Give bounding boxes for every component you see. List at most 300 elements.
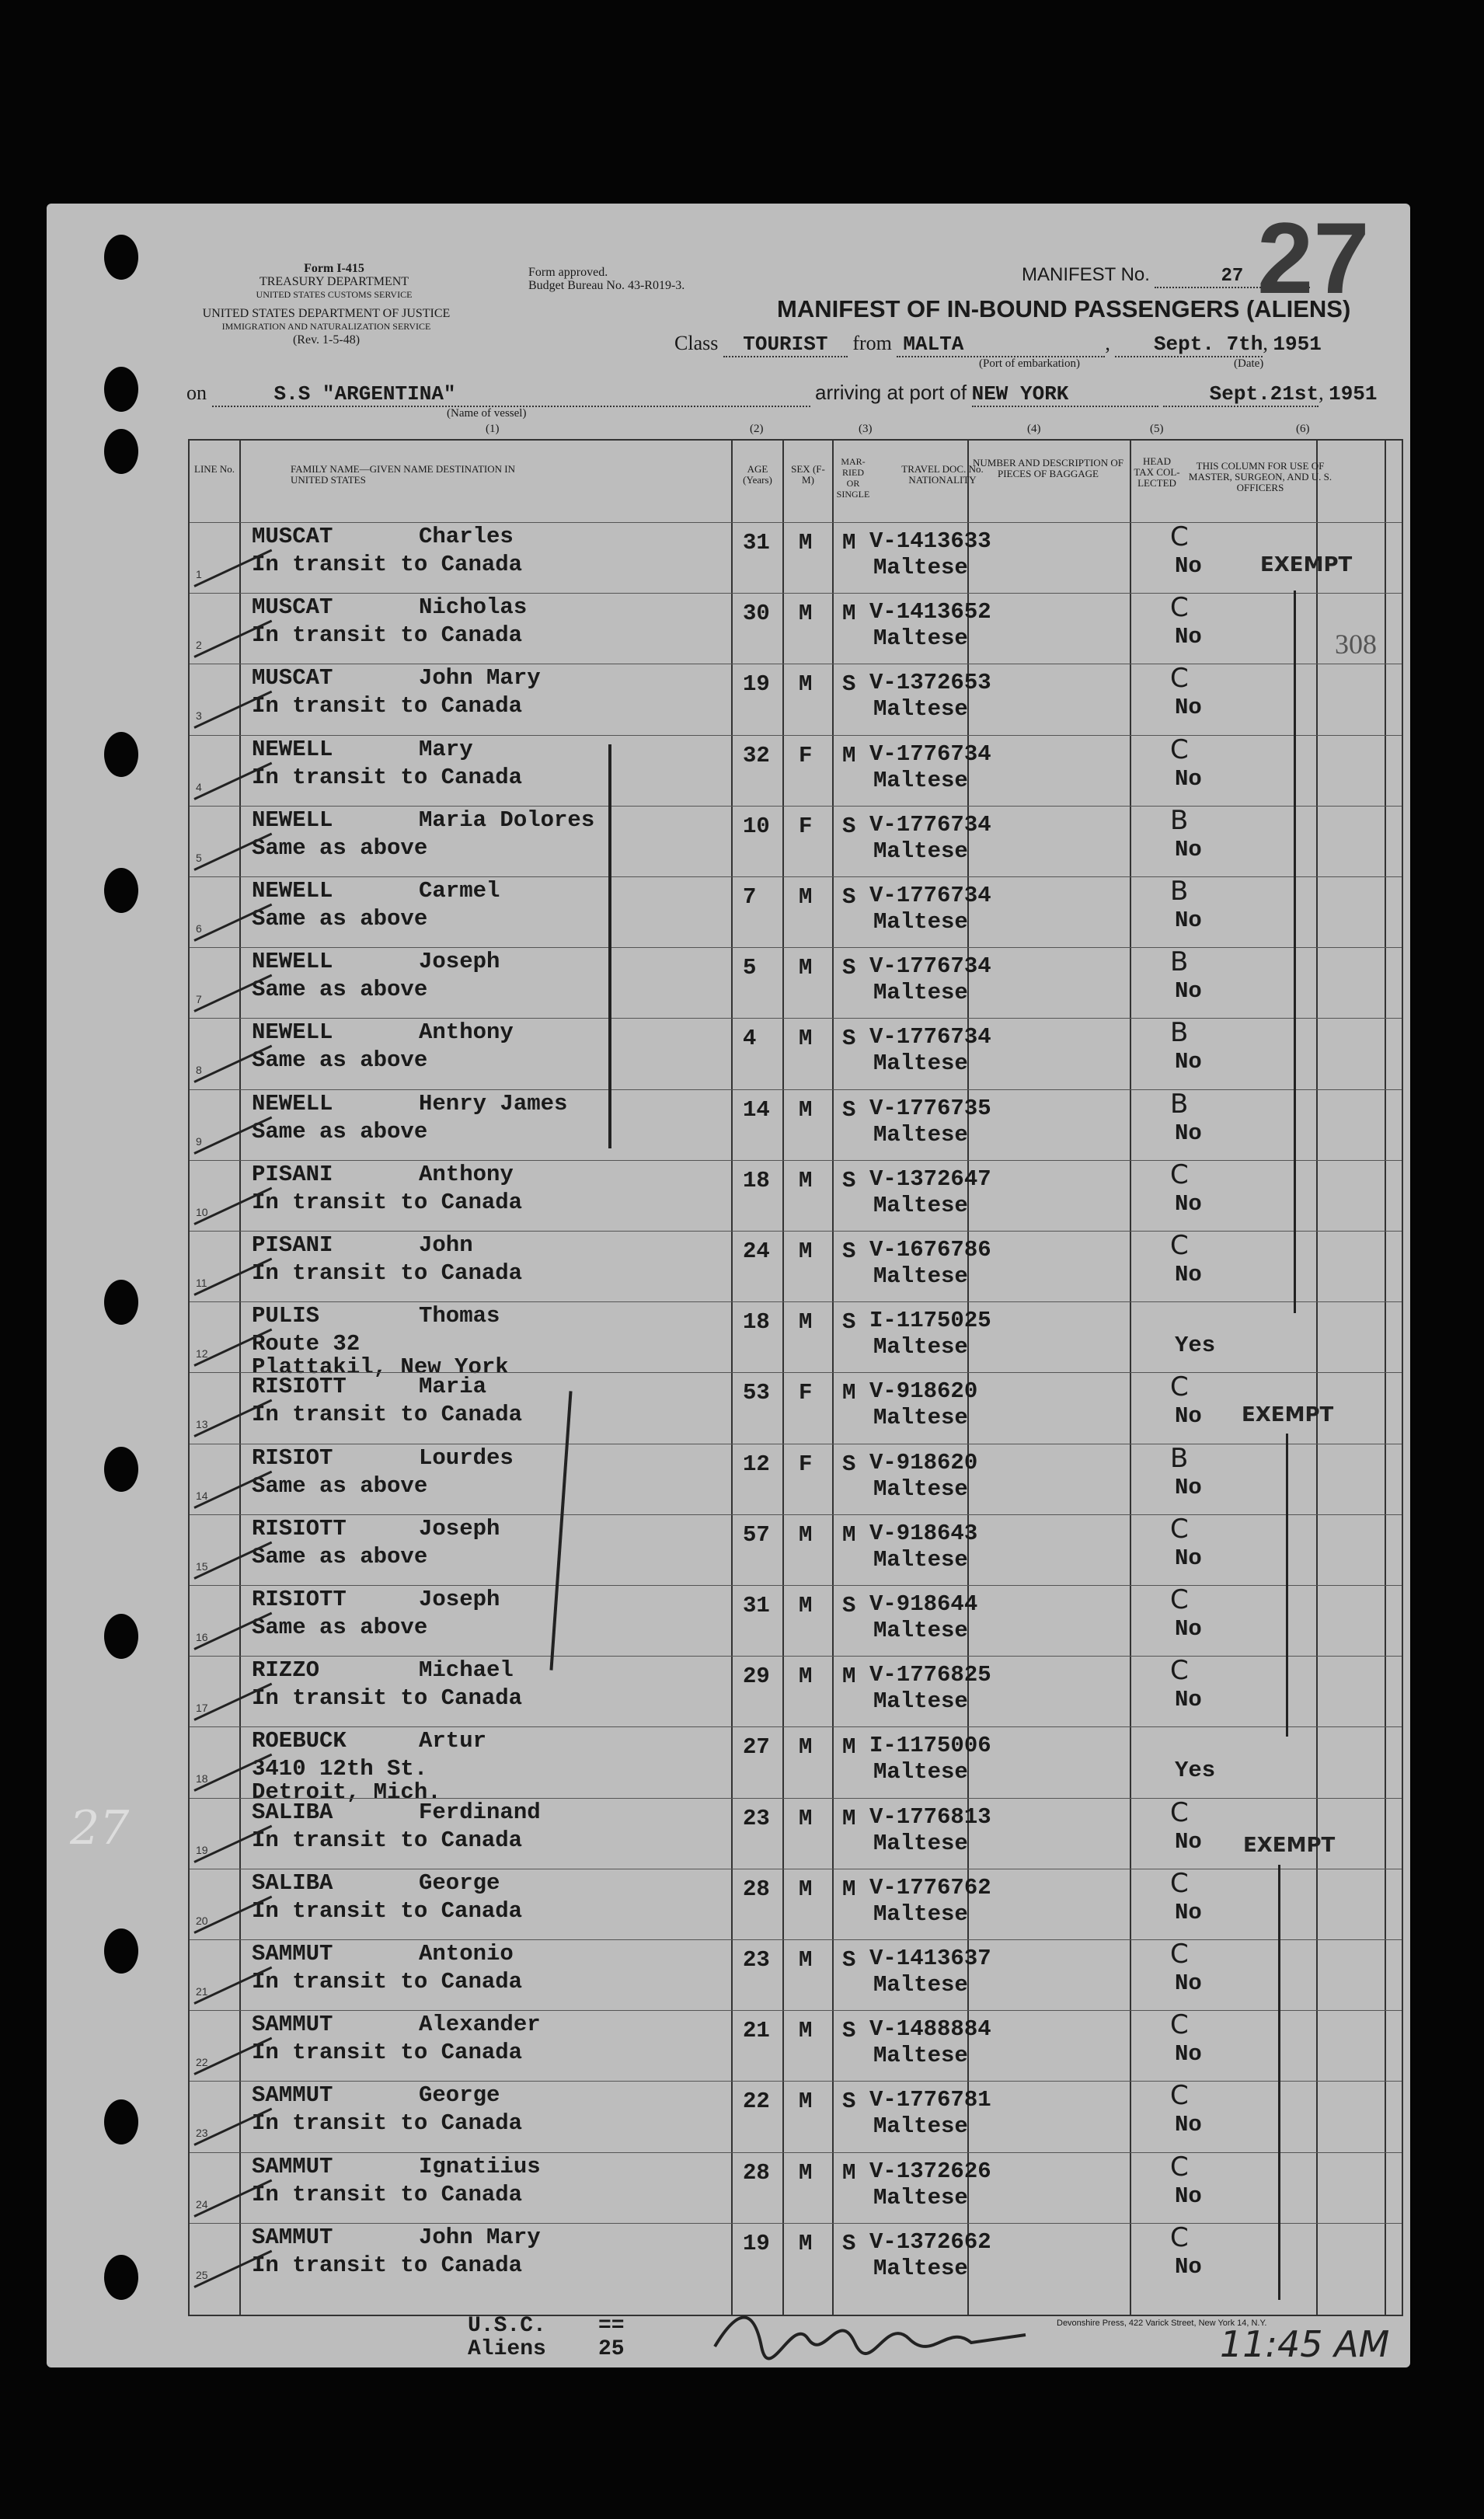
age-value: 24 bbox=[743, 1239, 770, 1264]
head-tax-collected: Yes bbox=[1175, 1333, 1216, 1359]
time-note: 11:45 AM bbox=[1220, 2323, 1390, 2365]
page-title: MANIFEST OF IN-BOUND PASSENGERS (ALIENS) bbox=[777, 295, 1351, 322]
sex-value: M bbox=[799, 2230, 813, 2256]
travel-doc-number: V-1413633 bbox=[869, 528, 991, 554]
marital-status: S bbox=[842, 671, 856, 698]
exempt-bracket bbox=[1294, 591, 1296, 1313]
line-number: 20 bbox=[196, 1914, 208, 1927]
line-number: 10 bbox=[196, 1205, 208, 1218]
port-caption: (Port of embarkation) bbox=[979, 357, 1080, 370]
travel-doc-number: I-1175025 bbox=[869, 1308, 991, 1334]
table-row bbox=[190, 1089, 1402, 1161]
head-tax-collected: No bbox=[1175, 1403, 1202, 1430]
nationality: Maltese bbox=[873, 1618, 968, 1643]
form-number: Form I-415 bbox=[304, 262, 364, 275]
binder-hole bbox=[104, 235, 138, 280]
justice-department: UNITED STATES DEPARTMENT OF JUSTICE bbox=[202, 307, 451, 320]
given-name: George bbox=[419, 2082, 500, 2109]
col-num-2: (2) bbox=[750, 423, 764, 435]
marital-status: M bbox=[842, 1521, 856, 1548]
destination: In transit to Canada bbox=[252, 2252, 523, 2278]
age-value: 27 bbox=[743, 1734, 770, 1761]
port-of-embarkation: MALTA bbox=[897, 333, 1105, 357]
given-name: Artur bbox=[419, 1728, 487, 1754]
form-id-block bbox=[245, 262, 423, 301]
family-name: PULIS bbox=[252, 1303, 320, 1329]
sex-value: M bbox=[799, 1734, 813, 1761]
binder-hole bbox=[104, 429, 138, 474]
header-married: MAR-RIED OR SINGLE bbox=[836, 456, 870, 500]
given-name: Alexander bbox=[419, 2012, 541, 2038]
travel-doc-number: V-918643 bbox=[869, 1520, 978, 1546]
line-number: 22 bbox=[196, 2056, 208, 2069]
given-name: Joseph bbox=[419, 949, 500, 975]
budget-bureau: Budget Bureau No. 43-R019-3. bbox=[528, 279, 685, 292]
marital-status: M bbox=[842, 1876, 856, 1902]
head-tax-collected: No bbox=[1175, 2253, 1202, 2280]
sex-value: M bbox=[799, 955, 813, 981]
given-name: Nicholas bbox=[419, 594, 528, 621]
family-name: SAMMUT bbox=[252, 2224, 333, 2250]
marital-status: S bbox=[842, 1167, 856, 1193]
nationality: Maltese bbox=[873, 696, 968, 723]
binder-hole bbox=[104, 1280, 138, 1325]
manifest-stamp: 27 bbox=[1257, 204, 1370, 315]
given-name: Thomas bbox=[419, 1303, 500, 1329]
table-row bbox=[190, 522, 1402, 594]
family-bracket bbox=[608, 744, 611, 1148]
table-row bbox=[190, 1018, 1402, 1089]
age-value: 23 bbox=[743, 1947, 770, 1973]
sex-value: M bbox=[799, 2089, 813, 2115]
arrival-year: 1951 bbox=[1329, 382, 1378, 406]
line-number: 12 bbox=[196, 1347, 208, 1361]
given-name: Joseph bbox=[419, 1587, 500, 1612]
sex-value: M bbox=[799, 530, 813, 556]
head-tax-collected: No bbox=[1175, 624, 1202, 650]
table-row bbox=[190, 1372, 1402, 1444]
head-tax-collected: No bbox=[1175, 2041, 1202, 2068]
nationality: Maltese bbox=[873, 1263, 968, 1289]
table-row bbox=[190, 1939, 1402, 2011]
age-value: 14 bbox=[743, 1096, 770, 1123]
destination: In transit to Canada bbox=[252, 1260, 523, 1286]
line-number: 8 bbox=[196, 1064, 202, 1077]
arrival-port: NEW YORK bbox=[972, 382, 1158, 407]
travel-doc-number: V-1776734 bbox=[869, 953, 991, 980]
on-label: on bbox=[186, 382, 207, 404]
marital-status: S bbox=[842, 1096, 856, 1123]
family-name: SAMMUT bbox=[252, 1941, 333, 1967]
marital-status: S bbox=[842, 2230, 856, 2256]
marital-status: S bbox=[842, 1239, 856, 1264]
marital-status: S bbox=[842, 813, 856, 839]
head-tax-collected: No bbox=[1175, 1687, 1202, 1713]
nationality: Maltese bbox=[873, 1050, 968, 1077]
head-tax-mark: B bbox=[1170, 1088, 1189, 1120]
table-row bbox=[190, 593, 1402, 664]
marital-status: S bbox=[842, 955, 856, 981]
given-name: Anthony bbox=[419, 1161, 514, 1187]
age-value: 23 bbox=[743, 1805, 770, 1831]
line-number: 3 bbox=[196, 709, 202, 723]
head-tax-collected: No bbox=[1175, 2183, 1202, 2209]
family-name: NEWELL bbox=[252, 1090, 333, 1117]
head-tax-mark: C bbox=[1170, 1584, 1189, 1615]
usc-value: == bbox=[598, 2314, 625, 2338]
head-tax-collected: No bbox=[1175, 1545, 1202, 1571]
binder-hole bbox=[104, 1928, 138, 1974]
family-name: RISIOT bbox=[252, 1444, 333, 1471]
travel-doc-number: V-1776734 bbox=[869, 811, 991, 838]
ins-service: IMMIGRATION AND NATURALIZATION SERVICE bbox=[221, 321, 431, 332]
head-tax-collected: No bbox=[1175, 1474, 1202, 1500]
family-name: ROEBUCK bbox=[252, 1728, 347, 1754]
line-number: 25 bbox=[196, 2268, 208, 2281]
head-tax-collected: No bbox=[1175, 1190, 1202, 1217]
marital-status: S bbox=[842, 1026, 856, 1052]
head-tax-collected: No bbox=[1175, 978, 1202, 1005]
table-row bbox=[190, 2010, 1402, 2082]
sex-value: M bbox=[799, 1167, 813, 1193]
nationality: Maltese bbox=[873, 1972, 968, 1998]
destination: Same as above bbox=[252, 834, 428, 861]
nationality: Maltese bbox=[873, 1759, 968, 1786]
given-name: Joseph bbox=[419, 1515, 500, 1542]
destination: In transit to Canada bbox=[252, 1402, 523, 1428]
marital-status: M bbox=[842, 1380, 856, 1406]
col-num-1: (1) bbox=[486, 423, 500, 435]
line-number: 15 bbox=[196, 1559, 208, 1573]
table-row bbox=[190, 1585, 1402, 1657]
exempt-bracket bbox=[1278, 1865, 1280, 2300]
given-name: Lourdes bbox=[419, 1444, 514, 1471]
line-number: 16 bbox=[196, 1631, 208, 1643]
travel-doc-number: V-1776734 bbox=[869, 740, 991, 767]
marital-status: M bbox=[842, 742, 856, 768]
table-row bbox=[190, 1301, 1402, 1381]
class-line: Class TOURIST from MALTA , Sept. 7th, 1951 bbox=[674, 332, 1322, 356]
family-name: SALIBA bbox=[252, 1869, 333, 1896]
family-name: RISIOTT bbox=[252, 1587, 347, 1612]
manifest-number: 27 bbox=[1155, 266, 1310, 288]
age-value: 18 bbox=[743, 1309, 770, 1336]
family-name: SALIBA bbox=[252, 1799, 333, 1825]
officer-signature bbox=[707, 2300, 1033, 2362]
nationality: Maltese bbox=[873, 1121, 968, 1148]
line-number: 7 bbox=[196, 993, 202, 1006]
travel-doc-number: V-918644 bbox=[869, 1591, 978, 1617]
travel-doc-number: V-918620 bbox=[869, 1449, 978, 1476]
nationality: Maltese bbox=[873, 1476, 968, 1502]
head-tax-collected: No bbox=[1175, 1828, 1202, 1855]
family-name: PISANI bbox=[252, 1232, 333, 1258]
nationality: Maltese bbox=[873, 909, 968, 935]
nationality: Maltese bbox=[873, 1405, 968, 1431]
vessel-caption: (Name of vessel) bbox=[447, 407, 527, 420]
given-name: Ferdinand bbox=[419, 1799, 541, 1825]
nationality: Maltese bbox=[873, 767, 968, 793]
exempt-note: EXEMPT bbox=[1242, 1403, 1334, 1427]
vessel-name: S.S "ARGENTINA" bbox=[212, 382, 810, 407]
travel-doc-number: V-1372662 bbox=[869, 2228, 991, 2255]
marital-status: S bbox=[842, 2089, 856, 2115]
from-label: from bbox=[852, 332, 892, 354]
head-tax-mark: C bbox=[1170, 2080, 1189, 2112]
head-tax-mark: B bbox=[1170, 946, 1189, 978]
destination: In transit to Canada bbox=[252, 1969, 523, 1995]
nationality: Maltese bbox=[873, 1192, 968, 1218]
line-number: 13 bbox=[196, 1418, 208, 1431]
nationality: Maltese bbox=[873, 2255, 968, 2281]
given-name: Maria bbox=[419, 1374, 487, 1400]
travel-doc-number: V-1776825 bbox=[869, 1662, 991, 1688]
family-name: RIZZO bbox=[252, 1657, 320, 1684]
table-row bbox=[190, 2223, 1402, 2294]
sex-value: M bbox=[799, 671, 813, 698]
binder-hole bbox=[104, 2255, 138, 2300]
destination: In transit to Canada bbox=[252, 2040, 523, 2066]
marital-status: S bbox=[842, 884, 856, 910]
given-name: John bbox=[419, 1232, 473, 1258]
family-name: RISIOTT bbox=[252, 1515, 347, 1542]
sex-value: M bbox=[799, 1805, 813, 1831]
family-name: MUSCAT bbox=[252, 665, 333, 692]
class-label: Class bbox=[674, 332, 719, 354]
sex-value: F bbox=[799, 1451, 813, 1477]
header-baggage: NUMBER AND DESCRIPTION OF PIECES OF BAGGAGE bbox=[973, 457, 1123, 479]
given-name: Charles bbox=[419, 524, 514, 549]
family-name: SAMMUT bbox=[252, 2153, 333, 2179]
age-value: 28 bbox=[743, 2159, 770, 2186]
travel-doc-number: V-1372653 bbox=[869, 670, 991, 696]
travel-doc-number: V-1776781 bbox=[869, 2087, 991, 2113]
vessel-line: on S.S "ARGENTINA" arriving at port of NEW YORK Sept.21st, 1951 bbox=[186, 381, 1378, 406]
marital-status: M bbox=[842, 601, 856, 627]
travel-doc-number: V-1676786 bbox=[869, 1237, 991, 1263]
table-row bbox=[190, 1231, 1402, 1302]
head-tax-mark: B bbox=[1170, 1017, 1189, 1049]
head-tax-mark: B bbox=[1170, 804, 1189, 836]
family-name: NEWELL bbox=[252, 878, 333, 904]
given-name: Michael bbox=[419, 1657, 514, 1684]
destination-line-2: Detroit, Mich. bbox=[252, 1779, 441, 1806]
line-number: 4 bbox=[196, 780, 202, 793]
destination: In transit to Canada bbox=[252, 1897, 523, 1924]
head-tax-collected: No bbox=[1175, 553, 1202, 579]
head-tax-mark: C bbox=[1170, 733, 1189, 765]
line-number: 1 bbox=[196, 568, 202, 580]
family-name: NEWELL bbox=[252, 736, 333, 762]
margin-page-note: 27 bbox=[70, 1801, 130, 1855]
destination: Same as above bbox=[252, 1047, 428, 1074]
header-travel-doc: TRAVEL DOC. No. NATIONALITY bbox=[901, 463, 984, 486]
given-name: Maria Dolores bbox=[419, 807, 595, 833]
given-name: Henry James bbox=[419, 1090, 568, 1117]
treasury-department: TREASURY DEPARTMENT bbox=[259, 275, 409, 288]
head-tax-mark: C bbox=[1170, 1371, 1189, 1403]
destination: In transit to Canada bbox=[252, 693, 523, 719]
head-tax-mark: C bbox=[1170, 1939, 1189, 1970]
head-tax-collected: No bbox=[1175, 1616, 1202, 1642]
arrival-date: Sept.21st bbox=[1163, 382, 1319, 407]
head-tax-mark: B bbox=[1170, 876, 1189, 907]
head-tax-collected: No bbox=[1175, 695, 1202, 721]
header-head-tax: HEAD TAX COL-LECTED bbox=[1134, 455, 1180, 489]
aliens-label: Aliens bbox=[468, 2337, 546, 2361]
head-tax-mark: C bbox=[1170, 1796, 1189, 1828]
family-name: NEWELL bbox=[252, 807, 333, 833]
nationality: Maltese bbox=[873, 555, 968, 580]
family-name: RISIOTT bbox=[252, 1374, 347, 1400]
nationality: Maltese bbox=[873, 2184, 968, 2211]
line-number: 21 bbox=[196, 1985, 208, 1998]
travel-doc-number: V-1776762 bbox=[869, 1874, 991, 1901]
head-tax-mark: B bbox=[1170, 1442, 1189, 1474]
binder-hole bbox=[104, 2099, 138, 2144]
marital-status: S bbox=[842, 1309, 856, 1336]
printer-imprint: Devonshire Press, 422 Varick Street, New York 14, N.Y. bbox=[1057, 2319, 1267, 2328]
family-name: MUSCAT bbox=[252, 524, 333, 549]
age-value: 57 bbox=[743, 1521, 770, 1548]
head-tax-collected: No bbox=[1175, 1120, 1202, 1146]
line-number: 19 bbox=[196, 1843, 208, 1856]
head-tax-collected: No bbox=[1175, 2112, 1202, 2138]
destination: Same as above bbox=[252, 1118, 428, 1145]
head-tax-collected: No bbox=[1175, 1899, 1202, 1925]
age-value: 4 bbox=[743, 1026, 757, 1052]
binder-hole bbox=[104, 868, 138, 913]
age-value: 19 bbox=[743, 2230, 770, 2256]
line-number: 11 bbox=[196, 1277, 207, 1289]
exempt-bracket bbox=[1286, 1434, 1288, 1737]
nationality: Maltese bbox=[873, 625, 968, 652]
sex-value: M bbox=[799, 1521, 813, 1548]
embarkation-date: Sept. 7th bbox=[1115, 333, 1263, 357]
given-name: Mary bbox=[419, 736, 473, 762]
header-sex: SEX (F-M) bbox=[791, 463, 825, 486]
age-value: 53 bbox=[743, 1380, 770, 1406]
header-age: AGE (Years) bbox=[743, 463, 772, 486]
travel-doc-number: V-1372647 bbox=[869, 1165, 991, 1192]
marital-status: M bbox=[842, 530, 856, 556]
nationality: Maltese bbox=[873, 838, 968, 864]
destination: In transit to Canada bbox=[252, 552, 523, 577]
sex-value: F bbox=[799, 1380, 813, 1406]
travel-doc-number: V-918620 bbox=[869, 1378, 978, 1405]
sex-value: F bbox=[799, 813, 813, 839]
destination: 3410 12th St. bbox=[252, 1756, 428, 1782]
line-number: 14 bbox=[196, 1489, 208, 1502]
age-value: 30 bbox=[743, 601, 770, 627]
given-name: John Mary bbox=[419, 665, 541, 692]
customs-service: UNITED STATES CUSTOMS SERVICE bbox=[256, 289, 413, 300]
age-value: 7 bbox=[743, 884, 757, 910]
destination: Same as above bbox=[252, 1472, 428, 1499]
head-tax-collected: Yes bbox=[1175, 1758, 1216, 1784]
aliens-count: 25 bbox=[598, 2337, 625, 2361]
table-row bbox=[190, 664, 1402, 735]
age-value: 12 bbox=[743, 1451, 770, 1477]
head-tax-mark: C bbox=[1170, 1513, 1189, 1545]
travel-doc-number: V-1776735 bbox=[869, 1095, 991, 1121]
binder-hole bbox=[104, 1447, 138, 1492]
destination: In transit to Canada bbox=[252, 1827, 523, 1853]
table-row bbox=[190, 1869, 1402, 1940]
date-caption: (Date) bbox=[1234, 357, 1264, 370]
travel-doc-number: V-1776734 bbox=[869, 1024, 991, 1050]
nationality: Maltese bbox=[873, 980, 968, 1006]
sex-value: M bbox=[799, 1664, 813, 1690]
table-row bbox=[190, 1798, 1402, 1869]
head-tax-collected: No bbox=[1175, 836, 1202, 862]
travel-doc-number: V-1372626 bbox=[869, 2158, 991, 2184]
head-tax-mark: C bbox=[1170, 1655, 1189, 1687]
line-number: 2 bbox=[196, 639, 202, 652]
family-name: PISANI bbox=[252, 1161, 333, 1187]
family-name: SAMMUT bbox=[252, 2082, 333, 2109]
line-number: 23 bbox=[196, 2127, 208, 2140]
age-value: 19 bbox=[743, 671, 770, 698]
line-number: 24 bbox=[196, 2197, 208, 2211]
arriving-label: arriving at port of bbox=[815, 381, 967, 404]
table-row bbox=[190, 1726, 1402, 1806]
travel-doc-number: V-1776734 bbox=[869, 883, 991, 908]
destination: In transit to Canada bbox=[252, 2181, 523, 2207]
marital-status: M bbox=[842, 1734, 856, 1761]
age-value: 10 bbox=[743, 813, 770, 839]
line-number: 17 bbox=[196, 1702, 208, 1715]
marital-status: M bbox=[842, 1664, 856, 1690]
family-name: MUSCAT bbox=[252, 594, 333, 621]
sex-value: M bbox=[799, 1876, 813, 1902]
destination: In transit to Canada bbox=[252, 622, 523, 649]
table-row bbox=[190, 1656, 1402, 1727]
head-tax-mark: C bbox=[1170, 1158, 1189, 1190]
binder-hole bbox=[104, 367, 138, 412]
head-tax-collected: No bbox=[1175, 1262, 1202, 1287]
age-value: 32 bbox=[743, 742, 770, 768]
travel-doc-number: V-1776813 bbox=[869, 1803, 991, 1830]
head-tax-mark: C bbox=[1170, 521, 1189, 552]
table-row bbox=[190, 806, 1402, 877]
nationality: Maltese bbox=[873, 1688, 968, 1715]
line-number: 9 bbox=[196, 1134, 202, 1148]
sex-value: M bbox=[799, 1239, 813, 1264]
col-num-5: (5) bbox=[1150, 423, 1164, 435]
header-name: FAMILY NAME—GIVEN NAME DESTINATION IN UNITED STATES bbox=[291, 463, 516, 486]
col-num-3: (3) bbox=[859, 423, 873, 435]
given-name: Anthony bbox=[419, 1019, 514, 1046]
marital-status: S bbox=[842, 1947, 856, 1973]
table-row bbox=[190, 2152, 1402, 2224]
given-name: John Mary bbox=[419, 2224, 541, 2250]
binder-hole bbox=[104, 1614, 138, 1659]
destination: In transit to Canada bbox=[252, 1189, 523, 1215]
table-row bbox=[190, 2081, 1402, 2152]
given-name: Antonio bbox=[419, 1941, 514, 1967]
sex-value: M bbox=[799, 2159, 813, 2186]
header-officers: THIS COLUMN FOR USE OF MASTER, SURGEON, AND U. S. OFFICERS bbox=[1188, 460, 1332, 493]
destination: Same as above bbox=[252, 1615, 428, 1640]
marital-status: S bbox=[842, 1451, 856, 1477]
family-name: NEWELL bbox=[252, 949, 333, 975]
travel-doc-number: V-1413637 bbox=[869, 1946, 991, 1971]
age-value: 5 bbox=[743, 955, 757, 981]
table-row bbox=[190, 735, 1402, 807]
destination: Same as above bbox=[252, 906, 428, 932]
form-revision: (Rev. 1-5-48) bbox=[292, 333, 361, 347]
